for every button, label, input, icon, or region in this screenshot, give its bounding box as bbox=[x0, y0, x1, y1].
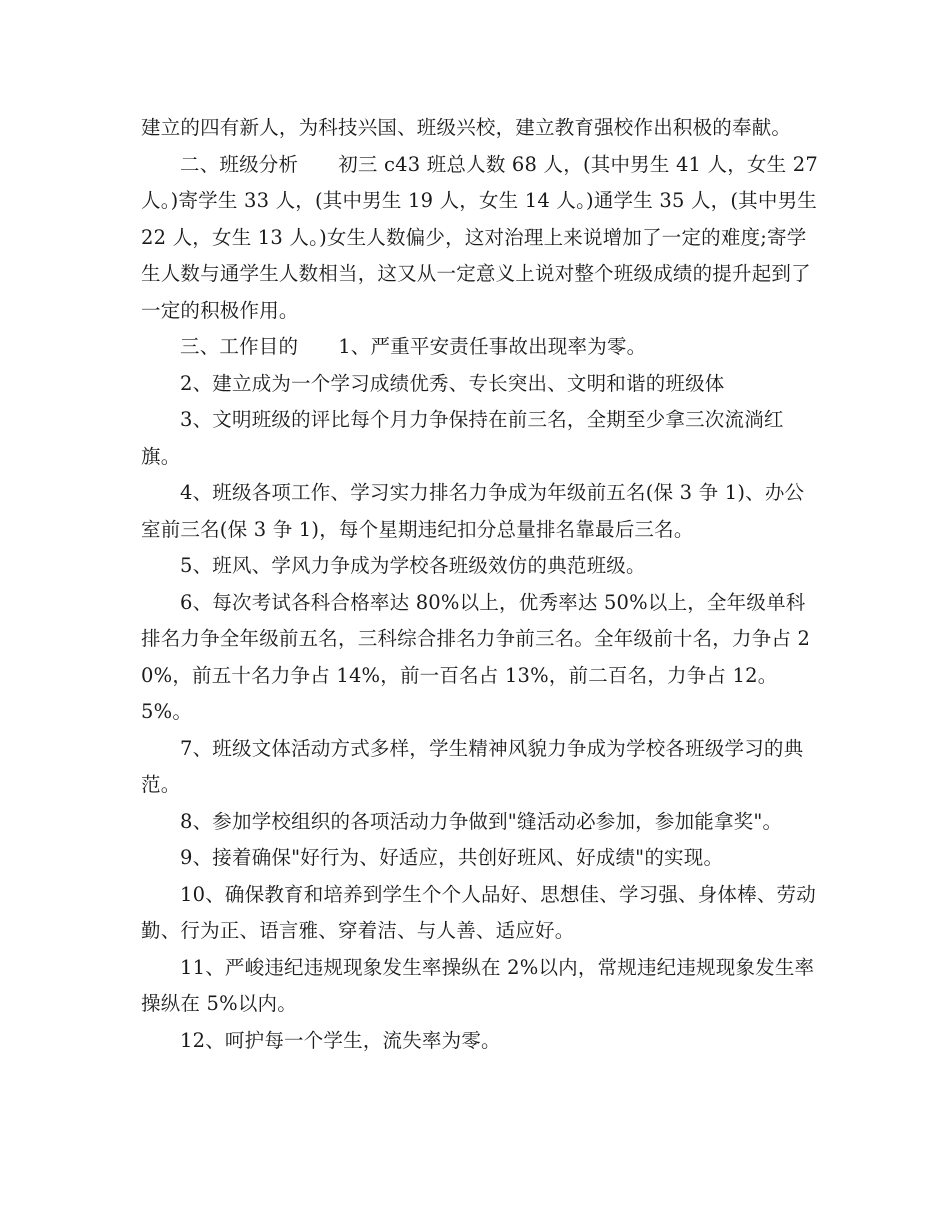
paragraph-goal-8: 8、参加学校组织的各项活动力争做到"缝活动必参加，参加能拿奖"。 bbox=[180, 809, 783, 833]
paragraph-work-goals bbox=[141, 329, 821, 366]
section-heading: 二、班级分析 bbox=[180, 152, 299, 176]
paragraph-class-analysis bbox=[141, 147, 821, 330]
paragraph-goal-4: 4、班级各项工作、学习实力排名力争成为年级前五名(保 3 争 1)、办公室前三名(保 3 争 1)，每个星期违纪扣分总量排名靠最后三名。 bbox=[141, 481, 805, 541]
section-heading: 三、工作目的 bbox=[180, 335, 299, 358]
paragraph-goal-9: 9、接着确保"好行为、好适应，共创好班风、好成绩"的实现。 bbox=[180, 846, 724, 869]
paragraph-goal-12: 12、呵护每一个学生，流失率为零。 bbox=[180, 1028, 501, 1052]
paragraph-text: 初三 c43 班总人数 68 人，(其中男生 41 人，女生 27 人。)寄学生 33 人，(其中男生 19 人，女生 14 人。)通学生 35 人，(其中男生 22 人，女生 13 人。)女生人数偏少，这对治理上来说增加了一定的难度;寄学生人数与通学生人数相当，这又从一定意义上说对整个班级成绩的提升起到了一定的积极作用。 bbox=[141, 152, 818, 322]
paragraph-goal-2: 2、建立成为一个学习成绩优秀、专长突出、文明和谐的班级体 bbox=[180, 371, 725, 395]
document-body bbox=[141, 110, 821, 1059]
paragraph-goal-10: 10、确保教育和培养到学生个个人品好、思想佳、学习强、身体棒、劳动勤、行为正、语言雅、穿着洁、与人善、适应好。 bbox=[141, 882, 816, 942]
paragraph-intro: 建立的四有新人，为科技兴国、班级兴校，建立教育强校作出积极的奉献。 bbox=[141, 116, 792, 139]
paragraph-goal-7: 7、班级文体活动方式多样，学生精神风貌力争成为学校各班级学习的典范。 bbox=[141, 736, 804, 796]
paragraph-goal-6: 6、每次考试各科合格率达 80%以上，优秀率达 50%以上，全年级单科排名力争全年级前五名，三科综合排名力争前三名。全年级前十名，力争占 20%，前五十名力争占 14%，前一百名占 13%，前二百名，力争占 12。5%。 bbox=[141, 590, 811, 723]
paragraph-goal-11: 11、严峻违纪违规现象发生率操纵在 2%以内，常规违纪违规现象发生率操纵在 5%以内。 bbox=[141, 955, 815, 1015]
paragraph-text: 1、严重平安责任事故出现率为零。 bbox=[338, 335, 647, 358]
paragraph-goal-5: 5、班风、学风力争成为学校各班级效仿的典范班级。 bbox=[180, 554, 646, 577]
paragraph-goal-3: 3、文明班级的评比每个月力争保持在前三名，全期至少拿三次流淌红旗。 bbox=[141, 408, 784, 468]
